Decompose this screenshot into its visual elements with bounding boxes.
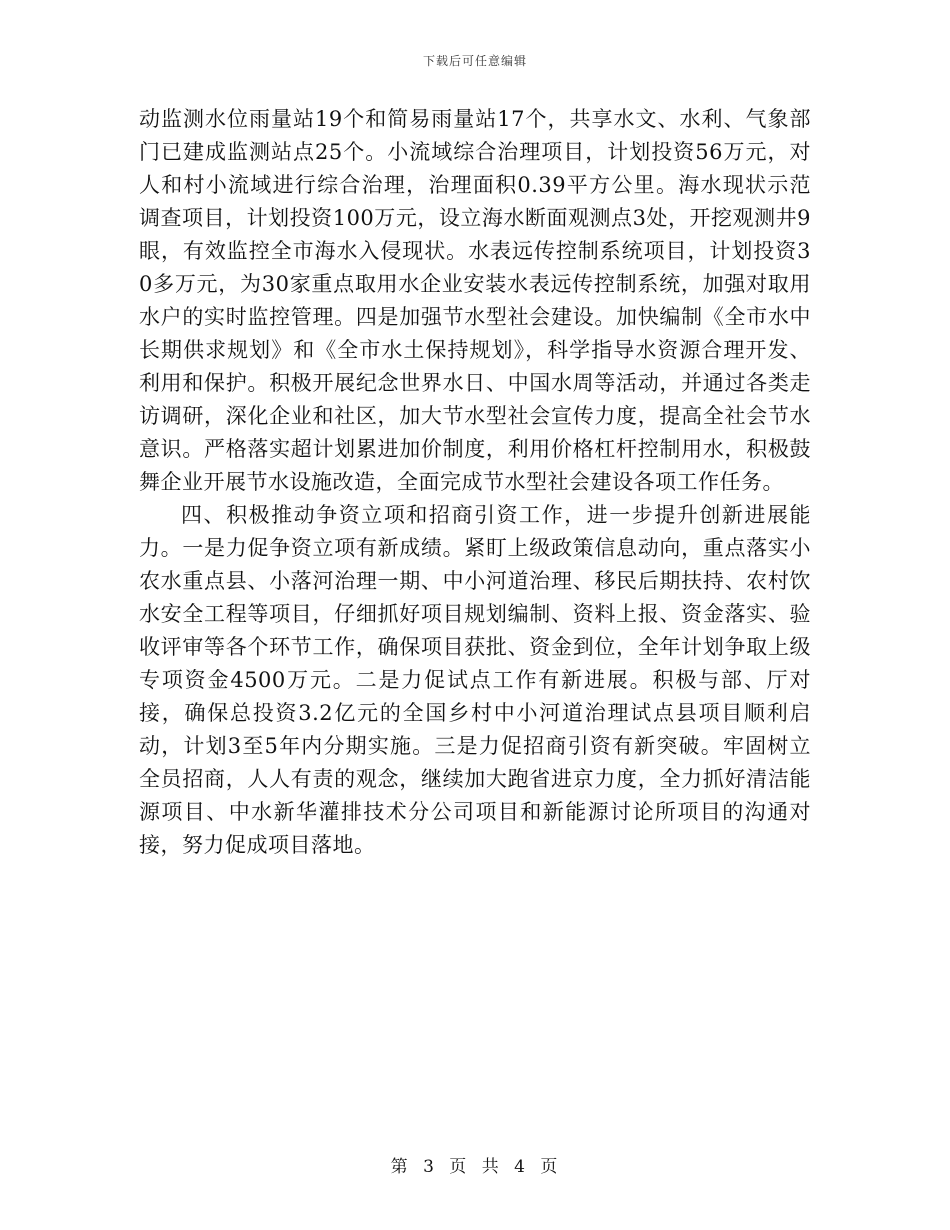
document-body [139,103,811,862]
page-header: 下载后可任意编辑 [422,54,527,68]
paragraph-continued: 动监测水位雨量站19个和简易雨量站17个，共享水文、水利、气象部门已建成监测站点25个。小流域综合治理项目，计划投资56万元，对人和村小流域进行综合治理，治理面积0.39平方公里。海水现状示范调查项目，计划投资100万元，设立海水断面观测点3处，开挖观测井9眼，有效监控全市海水入侵现状。水表远传控制系统项目，计划投资30多万元，为30家重点取用水企业安装水表远传控制系统，加强对取用水户的实时监控管理。四是加强节水型社会建设。加快编制《全市水中长期供求规划》和《全市水土保持规划》，科学指导水资源合理开发、利用和保护。积极开展纪念世界水日、中国水周等活动，并通过各类走访调研，深化企业和社区，加大节水型社会宣传力度，提高全社会节水意识。严格落实超计划累进加价制度，利用价格杠杆控制用水，积极鼓舞企业开展节水设施改造，全面完成节水型社会建设各项工作任务。 [139,107,811,494]
page-number: 第 3 页 共 4 页 [390,1157,560,1177]
paragraph-section-four: 四、积极推动争资立项和招商引资工作，进一步提升创新进展能力。一是力促争资立项有新成绩。紧盯上级政策信息动向，重点落实小农水重点县、小落河治理一期、中小河道治理、移民后期扶持、农村饮水安全工程等项目，仔细抓好项目规划编制、资料上报、资金落实、验收评审等各个环节工作，确保项目获批、资金到位，全年计划争取上级专项资金4500万元。二是力促试点工作有新进展。积极与部、厅对接，确保总投资3.2亿元的全国乡村中小河道治理试点县项目顺利启动，计划3至5年内分期实施。三是力促招商引资有新突破。牢固树立全员招商，人人有责的观念，继续加大跑省进京力度，全力抓好清洁能源项目、中水新华灌排技术分公司项目和新能源讨论所项目的沟通对接，努力促成项目落地。 [139,503,811,857]
